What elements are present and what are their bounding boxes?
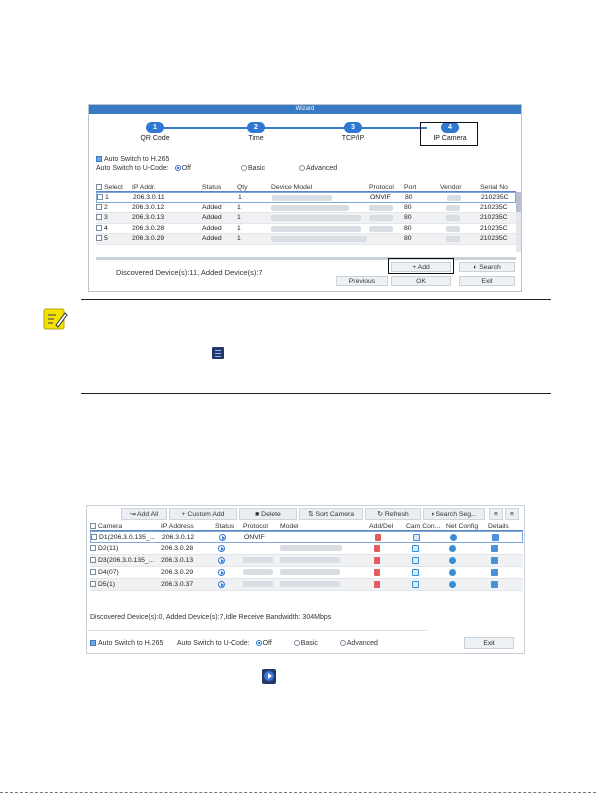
row-status: Added [202,224,222,232]
table-row[interactable] [96,213,516,224]
custom-add-icon: + [181,511,188,518]
row-qty: 1 [237,214,241,221]
ucode-label: Auto Switch to U-Code: [96,165,169,172]
row-port: 80 [404,235,412,242]
row-ip: 206.3.0.29 [161,569,194,576]
sort-camera-label: Sort Camera [315,511,355,518]
sort-camera-button[interactable] [299,508,363,520]
ucode-basic-radio[interactable] [241,165,247,171]
ucode-off-radio[interactable] [175,165,181,171]
camera-options-row [90,640,378,647]
add-button[interactable]: + Add [391,262,451,272]
device-table-header [96,183,516,192]
search-icon: ◐ [473,264,480,271]
refresh-button[interactable] [365,508,421,520]
row-checkbox[interactable] [90,569,96,575]
search-segment-icon: ◐ [431,511,436,518]
camera-table [90,522,523,591]
row-ip: 206.3.0.11 [133,194,165,201]
delete-label: Delete [261,511,281,518]
row-status: Added [202,235,222,242]
row-checkbox[interactable] [97,194,103,200]
row-protocol: ONVIF [370,194,391,201]
details-icon[interactable] [491,581,498,588]
row-ip: 206.3.0.29 [132,235,165,242]
play-icon[interactable] [218,545,225,552]
note-pencil-icon [43,307,68,331]
select-all-checkbox[interactable] [96,184,102,190]
auto-switch-h265-label: Auto Switch to H.265 [98,640,164,647]
col-protocol[interactable]: Protocol [369,184,394,191]
row-protocol: ONVIF [244,534,265,541]
step-3-indicator[interactable]: 3 [344,122,362,133]
play-icon[interactable] [218,581,225,588]
ucode-advanced-radio[interactable] [340,640,346,646]
camera-table-header [90,522,523,531]
play-icon[interactable] [218,557,225,564]
cam-config-icon[interactable] [413,534,420,541]
play-icon[interactable] [218,569,225,576]
custom-add-button[interactable] [169,508,237,520]
row-vendor-redacted [446,205,460,211]
net-config-icon[interactable] [449,545,456,552]
row-protocol-redacted [243,581,273,587]
play-icon [262,669,276,684]
row-camera: D1(206.3.0.135_... [99,534,156,541]
search-label: Search [479,264,501,271]
ucode-off-radio[interactable] [256,640,262,646]
cam-config-icon[interactable] [412,557,419,564]
row-checkbox[interactable] [96,225,102,231]
wizard-window [88,104,522,292]
camera-management-window [86,505,525,654]
device-table [96,183,516,245]
table-row[interactable] [90,579,523,591]
row-index: 5 [104,235,108,242]
delete-row-icon[interactable] [374,581,380,588]
auto-switch-h265-checkbox[interactable] [90,640,96,646]
row-camera: D2(11) [98,545,119,552]
add-all-button[interactable] [121,508,167,520]
note-bottom-rule [81,393,551,394]
menu-icon [212,347,224,359]
row-protocol-redacted [369,205,393,211]
ucode-option-row [96,165,191,172]
row-status: Added [202,214,222,221]
refresh-label: Refresh [384,511,409,518]
row-vendor-redacted [446,226,460,232]
row-ip: 206.3.0.13 [132,214,165,221]
row-checkbox[interactable] [90,557,96,563]
row-qty: 1 [237,203,241,211]
search-button[interactable] [459,262,515,272]
row-index: 1 [105,194,109,201]
row-serial: 210235C [481,194,509,201]
col-model[interactable]: Device Model [271,184,313,191]
col-port[interactable]: Port [404,184,417,191]
row-model-redacted [271,215,361,221]
wizard-titlebar: Wizard [89,105,521,114]
add-all-icon: ↝ [129,511,138,518]
row-ip: 206.3.0.12 [132,203,165,211]
delete-row-icon[interactable] [374,557,380,564]
cam-config-icon[interactable] [412,545,419,552]
table-row[interactable] [96,203,516,214]
discovery-status: Discovered Device(s):11, Added Device(s):7 [116,268,263,277]
row-camera: D5(1) [98,581,115,588]
details-icon[interactable] [491,545,498,552]
ucode-advanced-label: Advanced [346,640,378,647]
ok-button[interactable]: OK [391,276,451,286]
details-icon[interactable] [491,569,498,576]
add-all-label: Add All [137,511,159,518]
row-vendor-redacted [446,215,460,221]
row-checkbox[interactable] [96,204,102,210]
delete-row-icon[interactable] [375,534,381,541]
add-highlight-box [388,258,454,274]
net-config-icon[interactable] [449,569,456,576]
note-top-rule [81,299,551,300]
ucode-off-label: Off [262,640,272,647]
row-status: Added [202,203,222,211]
row-protocol-redacted [243,557,273,563]
table-row[interactable] [96,234,516,245]
ucode-basic-option[interactable] [237,165,265,172]
row-model-redacted [272,195,332,201]
ucode-label: Auto Switch to U-Code: [176,640,250,647]
col-camera: Camera [98,523,123,530]
refresh-icon: ↻ [377,511,385,518]
sort-icon: ⇅ [307,511,316,518]
row-model-redacted [280,545,342,551]
row-model-redacted [271,236,367,242]
col-select: Select [104,184,123,191]
row-ip: 206.3.0.28 [161,545,194,552]
row-checkbox[interactable] [91,534,97,540]
delete-icon: ■ [255,511,262,518]
delete-row-icon[interactable] [374,545,380,552]
row-model-redacted [280,581,340,587]
row-camera: D4(07) [98,569,119,576]
table-row[interactable] [90,531,523,543]
wizard-progress-line [155,127,427,129]
row-checkbox[interactable] [96,235,102,241]
step-3-label: TCP/IP [341,135,365,142]
cam-config-icon[interactable] [412,581,419,588]
step-4-highlight-box [420,122,478,146]
col-model[interactable]: Model [280,523,299,530]
row-index: 3 [104,214,108,221]
col-ip[interactable]: IP Addr. [132,184,156,191]
col-protocol[interactable]: Protocol [243,523,268,530]
row-qty: 1 [237,235,241,242]
table-row[interactable] [96,224,516,235]
step-4-label: IP Camera [433,135,467,142]
row-qty: 1 [237,224,241,232]
row-model-redacted [280,569,340,575]
ucode-advanced-option[interactable] [295,165,337,172]
row-protocol-redacted [369,215,393,221]
row-serial: 210235C [480,235,508,242]
ucode-off-label: Off [181,165,191,172]
search-segment-label: Search Seg... [435,511,477,518]
row-serial: 210235C [480,203,508,211]
col-details[interactable]: Details [488,523,509,530]
table-row[interactable] [90,543,523,555]
col-cam-config[interactable]: Cam Con... [406,523,441,530]
row-qty: 1 [238,194,242,201]
step-2-indicator[interactable]: 2 [247,122,265,133]
page-footer-rule [0,792,596,793]
step-1-label: QR Code [140,135,170,142]
row-checkbox[interactable] [90,581,96,587]
auto-switch-h265-label: Auto Switch to H.265 [104,156,170,163]
row-port: 80 [404,224,412,232]
table-vertical-scrollbar[interactable] [516,192,521,252]
delete-row-icon[interactable] [374,569,380,576]
col-qty[interactable]: Qty [237,184,248,191]
table-row[interactable] [96,192,516,203]
net-config-icon[interactable] [449,557,456,564]
col-ip[interactable]: IP Address [161,523,194,530]
col-add-del[interactable]: Add/Del [369,523,394,530]
auto-switch-h265-checkbox[interactable] [96,156,102,162]
step-4-indicator[interactable]: 4 [441,122,459,133]
play-icon[interactable] [219,534,226,541]
ucode-basic-label: Basic [300,640,318,647]
previous-button[interactable]: Previous [336,276,388,286]
row-ip: 206.3.0.28 [132,224,165,232]
auto-switch-h265-option[interactable] [96,156,169,163]
row-camera: D3(206.3.0.135_... [98,557,155,564]
ucode-advanced-label: Advanced [306,165,338,172]
row-ip: 206.3.0.13 [161,557,194,564]
bottom-divider [87,630,427,631]
row-index: 4 [104,224,108,232]
table-row[interactable] [90,555,523,567]
row-model-redacted [271,226,361,232]
net-config-icon[interactable] [449,581,456,588]
col-status[interactable]: Status [202,184,222,191]
ucode-advanced-radio[interactable] [299,165,305,171]
row-ip: 206.3.0.37 [161,581,194,588]
col-net-config[interactable]: Net Config [446,523,479,530]
table-row[interactable] [90,567,523,579]
col-status[interactable]: Status [215,523,235,530]
row-port: 80 [405,194,413,201]
select-all-checkbox[interactable] [90,523,96,529]
row-model-redacted [271,205,349,211]
search-segment-button[interactable] [423,508,485,520]
row-checkbox[interactable] [90,545,96,551]
row-protocol-redacted [243,569,273,575]
row-checkbox[interactable] [96,214,102,220]
row-port: 80 [404,214,412,221]
net-config-icon[interactable] [450,534,457,541]
custom-add-label: Custom Add [187,511,225,518]
exit-button[interactable]: Exit [459,276,515,286]
ucode-basic-label: Basic [248,165,266,172]
step-2-label: Time [248,135,264,142]
row-index: 2 [104,203,108,211]
details-icon[interactable] [491,557,498,564]
row-port: 80 [404,203,412,211]
row-ip: 206.3.0.12 [162,534,195,541]
ucode-basic-radio[interactable] [294,640,300,646]
step-1-indicator[interactable]: 1 [146,122,164,133]
cam-config-icon[interactable] [412,569,419,576]
row-vendor-redacted [446,236,460,242]
col-serial[interactable]: Serial No [480,184,508,191]
col-vendor[interactable]: Vendor [440,184,462,191]
row-serial: 210235C [480,224,508,232]
row-protocol-redacted [369,226,393,232]
details-icon[interactable] [492,534,499,541]
camera-discovery-status: Discovered Device(s):0, Added Device(s):7,Idle Receive Bandwidth: 304Mbps [90,614,332,621]
row-vendor-redacted [447,195,461,201]
exit-button[interactable]: Exit [464,637,514,649]
delete-button[interactable] [239,508,297,520]
row-serial: 210235C [480,214,508,221]
grid-view-icon[interactable]: ≡ [505,508,519,520]
row-model-redacted [280,557,340,563]
list-view-icon[interactable]: ≡ [489,508,503,520]
